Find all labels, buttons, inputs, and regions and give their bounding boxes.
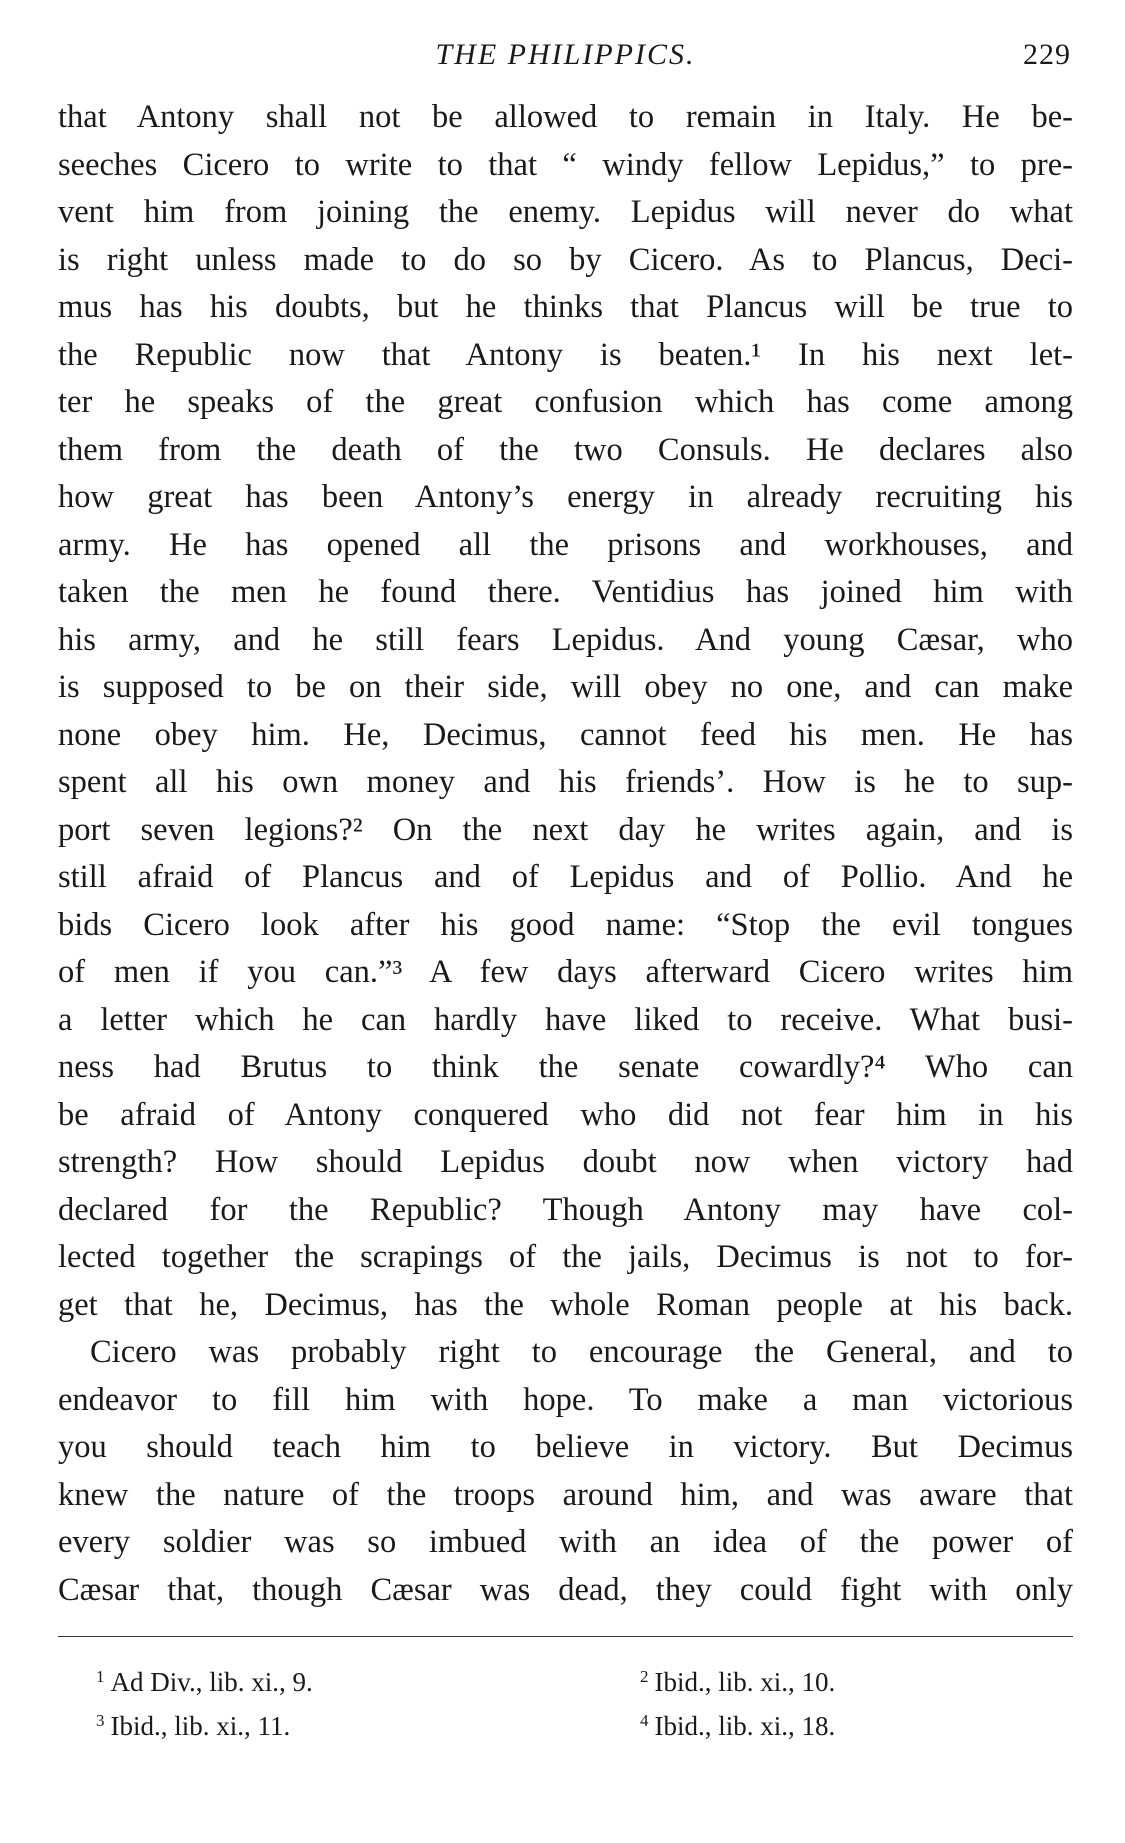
text-line: Cæsar that, though Cæsar was dead, they could fight with only	[58, 1571, 1073, 1608]
footnote-rule	[58, 1636, 1073, 1637]
text-line: is right unless made to do so by Cicero. As to Plancus, Deci-	[58, 241, 1073, 278]
running-title: THE PHILIPPICS.	[435, 38, 696, 71]
text-line: taken the men he found there. Ventidius has joined him with	[58, 574, 1073, 610]
text-line: endeavor to fill him with hope. To make a man victorious	[58, 1381, 1073, 1418]
text-line: ter he speaks of the great confusion which has come among	[58, 384, 1073, 420]
footnote-3: $^3$ Ibid., lib. xi., 11.	[96, 1711, 291, 1741]
text-line: Cicero was probably right to encourage the General, and to	[90, 1334, 1073, 1370]
text-line: spent all his own money and his friends’. How is he to sup-	[58, 764, 1073, 800]
text-line: lected together the scrapings of the jails, Decimus is not to for-	[58, 1239, 1073, 1275]
footnote-1: $^1$ Ad Div., lib. xi., 9.	[96, 1667, 313, 1697]
footnote-4: $^4$ Ibid., lib. xi., 18.	[640, 1711, 836, 1741]
text-line: port seven legions?² On the next day he writes again, and is	[58, 811, 1073, 848]
text-line: is supposed to be on their side, will obey no one, and can make	[58, 669, 1073, 705]
text-line: them from the death of the two Consuls. He declares also	[58, 431, 1073, 468]
running-head	[58, 30, 1073, 82]
text-line: the Republic now that Antony is beaten.¹ In his next let-	[58, 336, 1073, 373]
text-line: none obey him. He, Decimus, cannot feed his men. He has	[58, 716, 1073, 753]
text-line: be afraid of Antony conquered who did not fear him in his	[58, 1096, 1073, 1133]
text-line: ness had Brutus to think the senate cowardly?⁴ Who can	[58, 1049, 1073, 1085]
text-line: mus has his doubts, but he thinks that Plancus will be true to	[58, 289, 1073, 325]
text-line: bids Cicero look after his good name: “Stop the evil tongues	[58, 906, 1073, 943]
text-line: that Antony shall not be allowed to remain in Italy. He be-	[58, 99, 1073, 135]
text-line: seeches Cicero to write to that “ windy fellow Lepidus,” to pre-	[58, 146, 1073, 183]
text-line: vent him from joining the enemy. Lepidus will never do what	[58, 194, 1073, 230]
page-number: 229	[1023, 38, 1071, 71]
body-text	[58, 94, 1073, 1614]
footnote-2: $^2$ Ibid., lib. xi., 10.	[640, 1667, 836, 1697]
text-line: knew the nature of the troops around him, and was aware that	[58, 1476, 1073, 1513]
book-page	[58, 30, 1073, 1755]
text-line: his army, and he still fears Lepidus. And young Cæsar, who	[58, 621, 1073, 658]
text-line: strength? How should Lepidus doubt now when victory had	[58, 1144, 1073, 1180]
text-line: every soldier was so imbued with an idea of the power of	[58, 1524, 1073, 1560]
text-line: you should teach him to believe in victory. But Decimus	[58, 1429, 1073, 1465]
text-line: a letter which he can hardly have liked to receive. What busi-	[58, 1001, 1073, 1038]
text-line: declared for the Republic? Though Antony may have col-	[58, 1191, 1073, 1228]
text-line: army. He has opened all the prisons and workhouses, and	[58, 526, 1073, 563]
text-line: still afraid of Plancus and of Lepidus and of Pollio. And he	[58, 859, 1073, 895]
footnotes	[58, 1655, 1073, 1755]
text-line: of men if you can.”³ A few days afterward Cicero writes him	[58, 954, 1073, 990]
text-line: how great has been Antony’s energy in already recruiting his	[58, 479, 1073, 515]
text-line: get that he, Decimus, has the whole Roman people at his back.	[58, 1286, 1073, 1323]
